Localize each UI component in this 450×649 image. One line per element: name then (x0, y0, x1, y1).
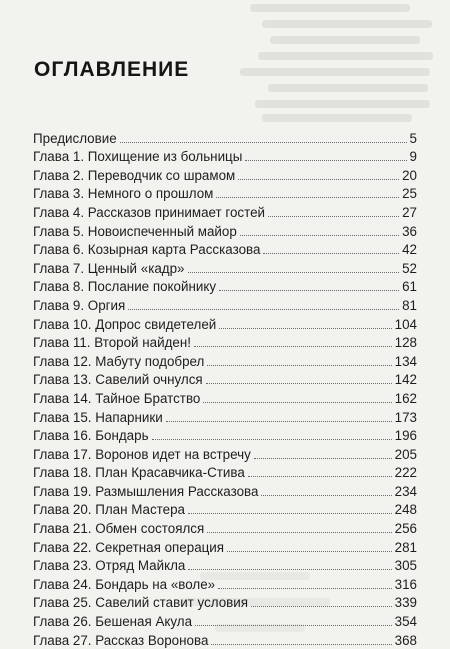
toc-entry (33, 295, 417, 314)
dot-leader (195, 625, 392, 626)
toc-entry-title: Глава 17. Воронов идет на встречу (33, 446, 251, 462)
toc-entry-page: 61 (402, 279, 417, 295)
dot-leader (219, 328, 391, 329)
toc-entry-page: 42 (402, 242, 417, 258)
toc-entry-title: Глава 6. Козырная карта Рассказова (33, 242, 261, 258)
toc-entry-page: 256 (394, 521, 417, 537)
toc-entry-title: Глава 15. Напарники (33, 409, 163, 425)
toc-entry (33, 165, 417, 184)
toc-entry-title: Глава 11. Второй найден! (33, 335, 191, 351)
toc-entry-page: 234 (394, 483, 417, 499)
toc-entry-title: Глава 10. Допрос свидетелей (33, 316, 217, 332)
dot-leader (166, 421, 392, 422)
toc-entry-page: 248 (394, 502, 417, 518)
toc-entry (33, 481, 417, 500)
toc-entry (33, 500, 417, 519)
toc-entry-title: Глава 26. Бешеная Акула (33, 614, 193, 630)
dot-leader (261, 495, 391, 496)
dot-leader (188, 569, 391, 570)
dot-leader (120, 142, 407, 143)
toc-entry-title: Глава 20. План Мастера (33, 502, 185, 518)
toc-entry (33, 556, 417, 575)
toc-entry-title: Глава 5. Новоиспеченный майор (33, 223, 237, 239)
toc-entry (33, 314, 417, 333)
toc-entry-page: 5 (409, 130, 417, 146)
toc-entry-title: Глава 1. Похищение из больницы (33, 149, 243, 165)
toc-entry-title: Глава 18. План Красавчика-Стива (33, 465, 245, 481)
toc-entry-title: Глава 7. Ценный «кадр» (33, 260, 185, 276)
toc-entry (33, 370, 417, 389)
toc-entry-title: Предисловие (33, 130, 117, 146)
toc-entry-title: Глава 14. Тайное Братство (33, 390, 201, 406)
dot-leader (240, 235, 399, 236)
toc-entry (33, 277, 417, 296)
toc-entry-title: Глава 21. Обмен состоялся (33, 521, 205, 537)
toc-entry-title: Глава 19. Размышления Рассказова (33, 483, 259, 499)
toc-entry-title: Глава 9. Оргия (33, 297, 126, 313)
dot-leader (238, 179, 399, 180)
toc-entry-page: 222 (394, 465, 417, 481)
toc-entry-page: 52 (402, 260, 417, 276)
dot-leader (227, 551, 392, 552)
toc-entry-page: 316 (394, 576, 417, 592)
toc-entry-page: 104 (394, 316, 417, 332)
toc-entry-title: Глава 2. Переводчик со шрамом (33, 167, 236, 183)
dot-leader (245, 160, 406, 161)
toc-entry (33, 388, 417, 407)
toc-entry-page: 25 (402, 186, 417, 202)
dot-leader (254, 458, 392, 459)
toc-entry (33, 258, 417, 277)
toc-entry-page: 20 (402, 167, 417, 183)
toc-entry-page: 128 (394, 335, 417, 351)
dot-leader (268, 216, 399, 217)
table-of-contents (33, 128, 417, 649)
dot-leader (216, 197, 399, 198)
toc-entry-title: Глава 23. Отряд Майкла (33, 558, 186, 574)
toc-entry (33, 351, 417, 370)
dot-leader (251, 606, 392, 607)
toc-entry-page: 162 (394, 390, 417, 406)
toc-entry-page: 173 (394, 409, 417, 425)
toc-entry-page: 205 (394, 446, 417, 462)
dot-leader (218, 588, 392, 589)
dot-leader (248, 476, 392, 477)
page-title: ОГЛАВЛЕНИЕ (34, 58, 190, 81)
toc-entry (33, 333, 417, 352)
dot-leader (152, 439, 392, 440)
toc-entry-page: 142 (394, 372, 417, 388)
toc-entry (33, 147, 417, 166)
toc-entry-page: 9 (409, 149, 417, 165)
toc-entry (33, 537, 417, 556)
toc-entry-page: 36 (402, 223, 417, 239)
toc-entry (33, 518, 417, 537)
toc-entry-page: 134 (394, 353, 417, 369)
toc-entry (33, 221, 417, 240)
toc-entry (33, 407, 417, 426)
toc-entry-page: 339 (394, 595, 417, 611)
toc-entry (33, 630, 417, 649)
dot-leader (263, 253, 399, 254)
toc-entry-title: Глава 22. Секретная операция (33, 539, 225, 555)
toc-entry (33, 184, 417, 203)
toc-entry-title: Глава 8. Послание покойнику (33, 279, 217, 295)
toc-entry-page: 81 (402, 297, 417, 313)
toc-entry-title: Глава 25. Савелий ставит условия (33, 595, 249, 611)
toc-entry (33, 611, 417, 630)
dot-leader (206, 383, 392, 384)
toc-entry-page: 305 (394, 558, 417, 574)
dot-leader (207, 532, 391, 533)
dot-leader (203, 402, 391, 403)
toc-entry-page: 27 (402, 204, 417, 220)
toc-entry-page: 281 (394, 539, 417, 555)
dot-leader (194, 346, 392, 347)
toc-entry-title: Глава 4. Рассказов принимает гостей (33, 204, 266, 220)
toc-entry-title: Глава 27. Рассказ Воронова (33, 632, 209, 648)
toc-entry-page: 196 (394, 428, 417, 444)
toc-entry-page: 354 (394, 614, 417, 630)
toc-entry (33, 444, 417, 463)
dot-leader (207, 365, 391, 366)
dot-leader (128, 309, 399, 310)
toc-entry (33, 240, 417, 259)
toc-entry (33, 574, 417, 593)
toc-entry (33, 463, 417, 482)
dot-leader (219, 290, 399, 291)
toc-entry-title: Глава 24. Бондарь на «воле» (33, 576, 216, 592)
toc-entry (33, 128, 417, 147)
toc-entry-title: Глава 13. Савелий очнулся (33, 372, 203, 388)
toc-entry (33, 593, 417, 612)
dot-leader (188, 272, 400, 273)
toc-entry (33, 202, 417, 221)
toc-entry (33, 426, 417, 445)
dot-leader (188, 513, 392, 514)
toc-entry-title: Глава 16. Бондарь (33, 428, 149, 444)
toc-entry-title: Глава 3. Немного о прошлом (33, 186, 214, 202)
toc-entry-page: 368 (394, 632, 417, 648)
toc-entry-title: Глава 12. Мабуту подобрел (33, 353, 205, 369)
